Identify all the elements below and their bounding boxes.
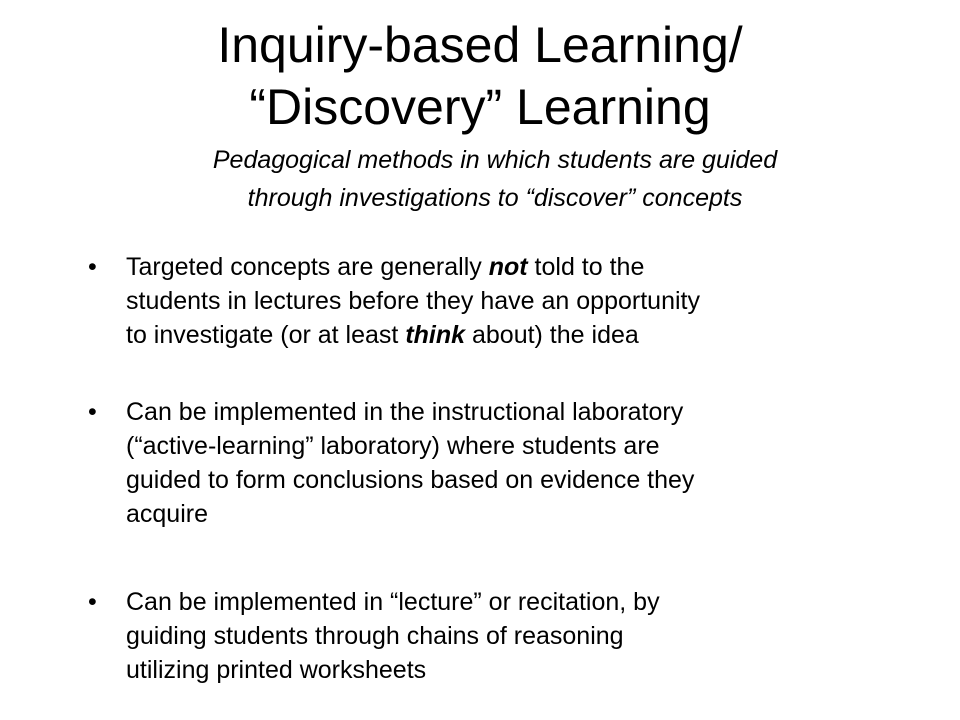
bullet-line: utilizing printed worksheets — [126, 656, 427, 684]
bullet-icon: • — [88, 253, 97, 281]
emphasis-text: not — [488, 253, 528, 281]
bullet-text-segment: told to the — [527, 253, 645, 281]
bullet-text — [126, 585, 866, 687]
bullet-text — [126, 250, 866, 352]
bullet-line: acquire — [126, 500, 208, 528]
slide-title — [0, 14, 960, 138]
bullet-line: guided to form conclusions based on evidence they — [126, 466, 695, 494]
bullet-line: (“active-learning” laboratory) where students are — [126, 432, 660, 460]
emphasis-text: think — [405, 321, 466, 349]
bullet-text — [126, 395, 866, 531]
bullet-line — [126, 318, 866, 352]
bullet-line: students in lectures before they have an opportunity — [126, 287, 700, 315]
slide-subtitle-line: Pedagogical methods in which students are guided — [212, 146, 778, 174]
slide-subtitle-line: through investigations to “discover” concepts — [247, 184, 743, 212]
slide-subtitle — [130, 141, 860, 217]
bullet-line — [126, 250, 866, 284]
bullet-text-segment: Targeted concepts are generally — [126, 253, 489, 281]
bullet-icon: • — [88, 398, 97, 426]
bullet-icon: • — [88, 588, 97, 616]
slide-title-line: Inquiry-based Learning/ — [217, 17, 743, 73]
bullet-line: Can be implemented in the instructional laboratory — [126, 398, 684, 426]
bullet-text-segment: to investigate (or at least — [126, 321, 406, 349]
bullet-line: Can be implemented in “lecture” or recitation, by — [126, 588, 660, 616]
bullet-line: guiding students through chains of reasoning — [126, 622, 624, 650]
slide-title-line: “Discovery” Learning — [249, 79, 711, 135]
bullet-text-segment: about) the idea — [465, 321, 639, 349]
